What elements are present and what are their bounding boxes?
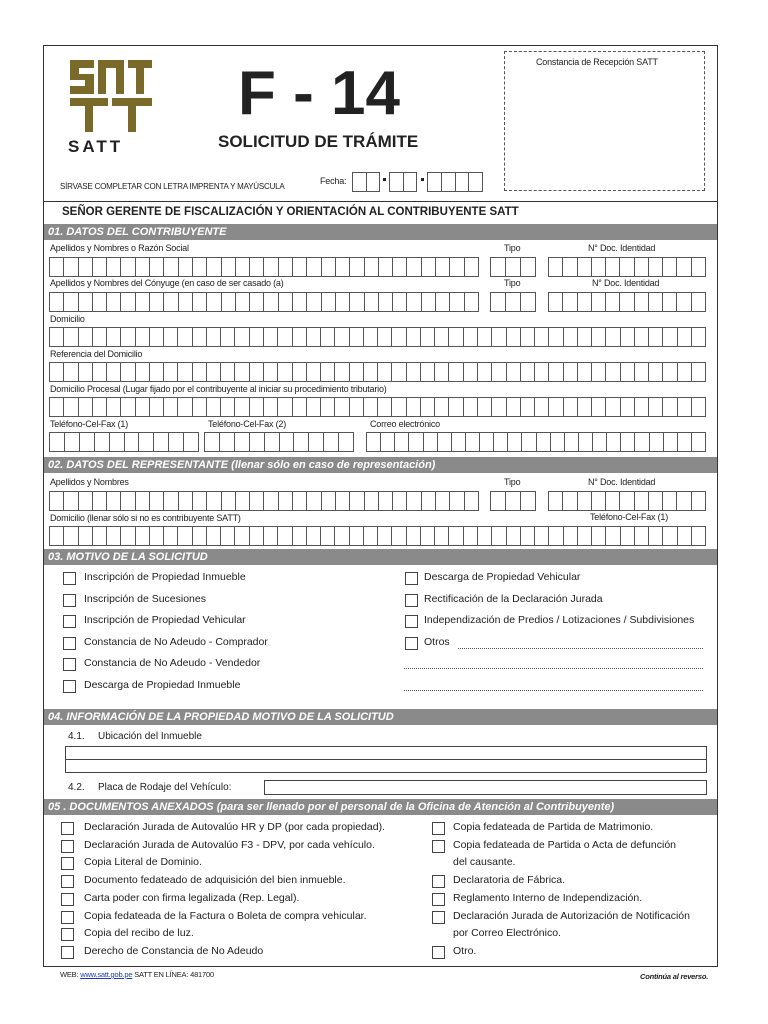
taxpayer-name-input[interactable] [49,257,479,277]
reception-label: Constancia de Recepción SATT [536,57,658,67]
other-reason-line[interactable] [404,668,703,669]
spouse-type-label: Tipo [504,278,521,288]
phone2-label: Teléfono-Cel-Fax (2) [208,419,287,429]
request-reason-checkbox[interactable] [63,680,76,693]
rep-phone-label: Teléfono-Cel-Fax (1) [590,512,669,522]
attached-doc-checkbox[interactable] [61,840,74,853]
footer-continue: Continúa al reverso. [640,972,709,981]
section-5-header: 05 . DOCUMENTOS ANEXADOS (para ser llenado por el personal de la Oficina de Atención al Contribuyente) [44,799,717,815]
address-input[interactable] [49,327,706,347]
footer-web-link[interactable]: www.satt.gob.pe [80,970,133,979]
rep-id-input[interactable] [548,491,706,511]
request-reason-checkbox[interactable] [63,594,76,607]
address-ref-label: Referencia del Domicilio [50,349,143,359]
address-label: Domicilio [50,314,85,324]
footer-web [60,970,214,979]
request-reason-checkbox[interactable] [405,637,418,650]
rep-type-label: Tipo [504,477,521,487]
vehicle-plate-input[interactable] [264,780,707,795]
footer-online: SATT EN LÍNEA: 481700 [134,970,214,979]
attached-doc-label: Documento fedateado de adquisición del bien inmueble. [84,874,346,887]
spouse-name-input[interactable] [49,292,479,312]
spouse-id-label: N° Doc. Identidad [592,278,660,288]
form-title: SOLICITUD DE TRÁMITE [218,132,419,151]
attached-doc-checkbox[interactable] [61,911,74,924]
logo-text: SATT [68,137,124,156]
attached-doc-label: Otro. [453,944,477,957]
form-code: F - 14 [238,59,400,128]
attached-doc-checkbox[interactable] [61,857,74,870]
item-4-2-number: 4.2. [68,782,85,793]
email-label: Correo electrónico [370,419,440,429]
addressee-text: SEÑOR GERENTE DE FISCALIZACIÓN Y ORIENTACIÓN AL CONTRIBUYENTE SATT [62,206,519,218]
section-1-header: 01. DATOS DEL CONTRIBUYENTE [44,224,717,240]
attached-doc-label: Copia fedateada de Partida de Matrimonio. [453,821,654,833]
attached-doc-checkbox[interactable] [432,893,445,906]
attached-doc-checkbox[interactable] [61,875,74,888]
attached-doc-label: Carta poder con firma legalizada (Rep. Legal). [84,891,300,904]
request-reason-label: Descarga de Propiedad Vehicular [424,571,581,583]
request-reason-checkbox[interactable] [63,658,76,671]
rep-address-label: Domicilio (llenar sólo si no es contribuyente SATT) [50,513,241,523]
request-reason-label: Inscripción de Propiedad Vehicular [84,614,246,626]
request-reason-label: Inscripción de Sucesiones [84,592,206,605]
attached-doc-checkbox[interactable] [432,840,445,853]
phone1-label: Teléfono-Cel-Fax (1) [50,419,129,429]
reception-stamp-box [504,51,705,191]
request-reason-label: Otros [424,635,450,648]
attached-doc-label: Reglamento Interno de Independización. [453,891,643,904]
request-reason-label: Rectificación de la Declaración Jurada [424,592,603,605]
request-reason-label: Constancia de No Adeudo - Comprador [84,635,268,648]
email-input[interactable] [366,432,706,452]
rep-name-label: Apellidos y Nombres [50,477,129,487]
request-reason-checkbox[interactable] [63,572,76,585]
attached-doc-checkbox[interactable] [432,946,445,959]
date-month-input[interactable] [389,172,417,192]
attached-doc-checkbox[interactable] [61,893,74,906]
request-reason-label: Constancia de No Adeudo - Vendedor [84,657,261,669]
attached-doc-label: Declaración Jurada de Autovalúo F3 - DPV, por cada vehículo. [84,838,375,851]
spouse-name-label: Apellidos y Nombres del Cónyuge (en caso de ser casado (a) [50,278,284,288]
attached-doc-checkbox[interactable] [61,822,74,835]
address-ref-input[interactable] [49,362,706,382]
footer-web-label: WEB: [60,970,79,979]
request-reason-label: Inscripción de Propiedad Inmueble [84,571,246,583]
request-reason-checkbox[interactable] [63,615,76,628]
rep-name-input[interactable] [49,491,479,511]
divider [44,201,717,202]
request-reason-checkbox[interactable] [405,615,418,628]
phone1-input[interactable] [49,432,199,452]
section-3-header: 03. MOTIVO DE LA SOLICITUD [44,549,717,565]
satt-logo-icon [68,58,154,136]
spouse-id-input[interactable] [548,292,706,312]
procedural-address-label: Domicilio Procesal (Lugar fijado por el contribuyente al iniciar su procedimiento tributario) [50,384,387,394]
taxpayer-id-input[interactable] [548,257,706,277]
spouse-type-input[interactable] [490,292,536,312]
attached-doc-label: Copia Literal de Dominio. [84,856,202,869]
attached-doc-label: Copia fedateada de la Factura o Boleta de compra vehicular. [84,909,367,922]
attached-doc-label: Declaratoria de Fábrica. [453,874,566,887]
attached-doc-label: del causante. [453,856,516,869]
attached-doc-checkbox[interactable] [61,946,74,959]
attached-doc-label: Copia fedateada de Partida o Acta de defunción [453,838,677,851]
attached-doc-label: Copia del recibo de luz. [84,927,194,940]
procedural-address-input[interactable] [49,397,706,417]
attached-doc-label: Declaración Jurada de Autovalúo HR y DP (por cada propiedad). [84,821,385,833]
rep-id-label: N° Doc. Identidad [588,477,656,487]
attached-doc-checkbox[interactable] [432,911,445,924]
other-reason-line[interactable] [458,648,703,649]
item-4-1-number: 4.1. [68,731,85,742]
request-reason-label: Descarga de Propiedad Inmueble [84,678,241,691]
taxpayer-type-label: Tipo [504,243,521,253]
date-day-input[interactable] [352,172,380,192]
attached-doc-label: Derecho de Constancia de No Adeudo [84,944,264,957]
attached-doc-label: Declaración Jurada de Autorización de Notificación [453,909,690,922]
section-4-header: 04. INFORMACIÓN DE LA PROPIEDAD MOTIVO DE LA SOLICITUD [44,709,717,725]
request-reason-checkbox[interactable] [405,594,418,607]
taxpayer-type-input[interactable] [490,257,536,277]
date-separator [421,178,424,181]
taxpayer-name-label: Apellidos y Nombres o Razón Social [50,243,189,253]
date-label: Fecha: [320,176,347,186]
rep-address-input[interactable] [49,526,706,546]
date-separator [383,178,386,181]
phone2-input[interactable] [204,432,354,452]
item-4-2-label: Placa de Rodaje del Vehículo: [98,782,232,793]
request-reason-checkbox[interactable] [405,572,418,585]
taxpayer-id-label: N° Doc. Identidad [588,243,656,253]
divider [65,759,707,760]
instruction-text: SÍRVASE COMPLETAR CON LETRA IMPRENTA Y MAYÚSCULA [60,182,285,191]
attached-doc-label: por Correo Electrónico. [453,927,561,940]
request-reason-label: Independización de Predios / Lotizaciones / Subdivisiones [424,614,695,626]
section-2-header: 02. DATOS DEL REPRESENTANTE (llenar sólo en caso de representación) [44,457,717,473]
rep-type-input[interactable] [490,491,536,511]
request-reason-checkbox[interactable] [63,637,76,650]
item-4-1-label: Ubicación del Inmueble [98,731,202,742]
other-reason-line[interactable] [404,690,703,691]
date-year-input[interactable] [427,172,483,192]
attached-doc-checkbox[interactable] [61,928,74,941]
attached-doc-checkbox[interactable] [432,822,445,835]
attached-doc-checkbox[interactable] [432,875,445,888]
